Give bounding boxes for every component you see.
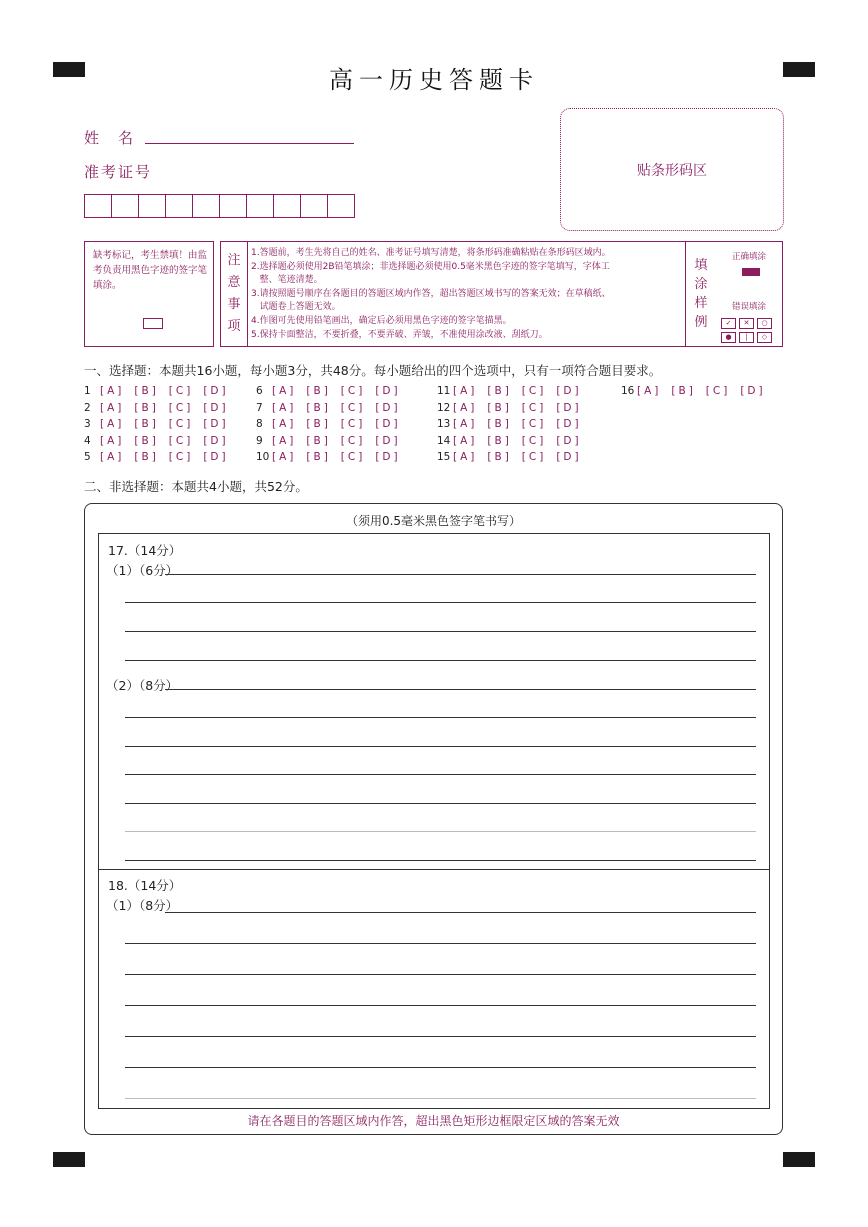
mc-option-bubble[interactable]: [C] [705,385,731,397]
half-mark-icon: ◇ [757,332,772,343]
mc-option-bubble[interactable]: [D] [375,385,401,397]
mc-question-row [437,418,592,430]
notice-heading: 注 意 事 项 [221,242,248,346]
mc-question-row [84,385,239,397]
mc-option-bubble[interactable]: [C] [168,434,194,447]
answer-line[interactable] [125,943,756,944]
mc-option-bubble[interactable]: [A] [100,434,125,447]
alignment-marker-bottom-right [783,1152,815,1167]
mc-option-bubble[interactable]: [C] [340,418,366,430]
mc-question-row [437,385,592,397]
mc-option-bubble[interactable]: [A] [272,434,297,447]
mc-option-bubble[interactable]: [D] [203,385,229,397]
exam-id-digit-box[interactable] [85,195,112,217]
exam-id-digit-box[interactable] [220,195,247,217]
mc-question-row [84,402,239,414]
answer-line[interactable] [165,689,756,690]
mc-question-number: 10 [256,451,270,463]
section1-header: 一、选择题：本题共16小题，每小题3分，共48分。每小题给出的四个选项中，只有一项符合题目要求。 [84,363,662,378]
answer-line[interactable] [125,631,756,632]
mc-option-bubble[interactable]: [A] [637,385,662,397]
mc-question-number: 2 [84,401,91,414]
instruction-row [84,241,782,347]
mc-option-bubble[interactable]: [B] [487,434,512,447]
answer-line[interactable] [125,660,756,661]
mc-option-bubble[interactable]: [D] [556,434,582,447]
mc-option-bubble[interactable]: [B] [487,385,512,397]
mc-question-row [437,451,592,463]
correct-fill-label: 正确填涂 [731,252,766,262]
answer-line[interactable] [125,803,756,804]
mc-question-row [437,402,592,414]
mc-option-bubble[interactable]: [A] [272,385,297,397]
barcode-label: 贴条形码区 [637,162,707,179]
question-divider [99,869,769,870]
q18-part1-label: （1）（8分） [106,898,179,913]
mc-option-bubble[interactable]: [A] [453,451,478,463]
mc-option-bubble[interactable]: [D] [556,451,582,463]
footer-note: 请在各题目的答题区域内作答，超出黑色矩形边框限定区域的答案无效 [247,1114,620,1128]
correct-fill-mark [742,268,760,276]
answer-line[interactable] [125,831,756,832]
exam-id-label: 准考证号 [84,163,153,181]
mc-option-bubble[interactable]: [D] [203,418,229,430]
mc-question-number: 12 [437,401,451,414]
notice-item: 5.保持卡面整洁，不要折叠，不要弄破、弄皱，不准使用涂改液、刮纸刀。 [251,329,548,340]
mc-question-number: 11 [437,385,451,397]
mc-option-bubble[interactable]: [A] [272,451,297,463]
mc-question-number: 8 [256,418,263,430]
notice-item: 试题卷上答题无效。 [251,302,341,313]
mc-option-bubble[interactable]: [C] [340,434,366,447]
answer-frame [84,503,783,1135]
circle-mark-icon: ○ [757,318,772,329]
mc-option-bubble[interactable]: [D] [203,401,229,414]
answer-line[interactable] [125,1036,756,1037]
mc-option-bubble[interactable]: [C] [168,385,194,397]
mc-option-bubble[interactable]: [A] [100,418,125,430]
exam-id-digit-box[interactable] [193,195,220,217]
mc-option-bubble[interactable]: [C] [521,401,547,414]
mc-option-bubble[interactable]: [D] [375,401,401,414]
mc-option-bubble[interactable]: [A] [453,385,478,397]
answer-line[interactable] [125,974,756,975]
mc-question-row [84,451,239,463]
barcode-area [560,108,784,231]
answer-line[interactable] [125,717,756,718]
mc-option-bubble[interactable]: [B] [134,451,159,463]
mc-option-bubble[interactable]: [D] [375,418,401,430]
mc-option-bubble[interactable]: [B] [134,385,159,397]
name-label: 姓 名 [84,129,136,147]
notice-item: 整、笔迹清楚。 [251,275,323,286]
mc-option-bubble[interactable]: [B] [487,401,512,414]
mc-option-bubble[interactable]: [C] [168,418,194,430]
mc-question-number: 16 [621,385,635,397]
mc-question-row [84,435,239,447]
name-input-line[interactable] [145,143,354,144]
fill-example-heading: 填 涂 样 例 [685,242,716,346]
mc-question-number: 5 [84,451,91,463]
mc-option-bubble[interactable]: [A] [272,401,297,414]
mc-option-bubble[interactable]: [B] [306,434,331,447]
mc-option-bubble[interactable]: [C] [521,418,547,430]
page-title: 高一历史答题卡 [329,66,539,94]
answer-line[interactable] [125,1098,756,1099]
exam-id-digit-box[interactable] [139,195,166,217]
answer-line[interactable] [125,860,756,861]
answer-line[interactable] [165,912,756,913]
mc-option-bubble[interactable]: [D] [556,401,582,414]
mc-question-row [256,418,411,430]
section2-header: 二、非选择题：本题共4小题，共52分。 [84,479,308,494]
mc-option-bubble[interactable]: [C] [521,451,547,463]
mc-question-row [256,435,411,447]
mc-question-number: 15 [437,451,451,463]
mc-option-bubble[interactable]: [B] [306,451,331,463]
q17-title: 17.（14分） [108,543,182,558]
mc-option-bubble[interactable]: [A] [100,451,125,463]
mc-question-row [84,418,239,430]
check-mark-icon: ✓ [721,318,736,329]
mc-option-bubble[interactable]: [B] [134,401,159,414]
mc-option-bubble[interactable]: [C] [340,451,366,463]
mc-option-bubble[interactable]: [C] [340,385,366,397]
notice-items [251,247,683,342]
mc-option-bubble[interactable]: [B] [671,385,696,397]
mc-option-bubble[interactable]: [D] [740,385,766,397]
mc-option-bubble[interactable]: [B] [306,401,331,414]
mc-question-row [256,385,411,397]
exam-id-digit-box[interactable] [301,195,328,217]
mc-question-row [437,435,592,447]
exam-id-digit-box[interactable] [166,195,193,217]
mc-option-bubble[interactable]: [B] [134,434,159,447]
mc-option-bubble[interactable]: [D] [203,434,229,447]
q17-part1-label: （1）（6分） [106,563,179,578]
mc-option-bubble[interactable]: [A] [453,418,478,430]
q18-title: 18.（14分） [108,878,182,893]
mc-option-bubble[interactable]: [B] [134,418,159,430]
absent-note: 缺考标记，考生禁填！由监考负责用黑色字迹的签字笔填涂。 [93,250,208,291]
mc-option-bubble[interactable]: [C] [340,401,366,414]
mc-question-row [621,385,776,397]
mc-option-bubble[interactable]: [B] [306,385,331,397]
answer-area [98,533,770,1109]
wrong-fill-examples-row-1 [721,318,772,329]
mc-option-bubble[interactable]: [C] [521,385,547,397]
mc-option-bubble[interactable]: [D] [556,385,582,397]
mc-option-bubble[interactable]: [A] [100,385,125,397]
mc-question-number: 1 [84,385,91,397]
wrong-fill-label: 错误填涂 [731,302,766,312]
dot-mark-icon: ● [721,332,736,343]
bar-mark-icon: | [739,332,754,343]
mc-question-number: 13 [437,418,451,430]
wrong-fill-examples-row-2 [721,332,772,343]
absent-mark-box [84,241,214,347]
mc-option-bubble[interactable]: [C] [168,451,194,463]
exam-id-digit-box[interactable] [328,195,354,217]
notice-box [220,241,783,347]
answer-line[interactable] [125,602,756,603]
mc-question-number: 4 [84,434,91,447]
alignment-marker-bottom-left [53,1152,85,1167]
mc-question-number: 14 [437,434,451,447]
exam-id-boxes[interactable] [84,194,355,218]
mc-option-bubble[interactable]: [A] [453,401,478,414]
mc-question-number: 6 [256,385,263,397]
mc-question-number: 3 [84,418,91,430]
mc-option-bubble[interactable]: [A] [272,418,297,430]
mc-question-row [256,402,411,414]
exam-id-digit-box[interactable] [274,195,301,217]
answer-line[interactable] [165,574,756,575]
mc-option-bubble[interactable]: [A] [100,401,125,414]
cross-mark-icon: ✕ [739,318,754,329]
notice-item: 1.答题前，考生先将自己的姓名、准考证号填写清楚，将条形码准确粘贴在条形码区域内。 [251,248,611,258]
exam-id-digit-box[interactable] [247,195,274,217]
mc-option-bubble[interactable]: [A] [453,434,478,447]
absent-mark-bubble[interactable] [143,318,163,329]
mc-option-bubble[interactable]: [D] [556,418,582,430]
notice-item: 4.作图可先使用铅笔画出，确定后必须用黑色字迹的签字笔描黑。 [251,315,512,326]
answer-line[interactable] [125,1005,756,1006]
mc-question-number: 9 [256,434,263,447]
mc-option-bubble[interactable]: [D] [375,434,401,447]
fill-example [717,242,781,346]
mc-option-bubble[interactable]: [D] [375,451,401,463]
mc-option-bubble[interactable]: [B] [306,418,331,430]
mc-option-bubble[interactable]: [B] [487,451,512,463]
mc-option-bubble[interactable]: [C] [521,434,547,447]
answer-line[interactable] [125,1067,756,1068]
mc-option-bubble[interactable]: [C] [168,401,194,414]
mc-option-bubble[interactable]: [D] [203,451,229,463]
notice-item: 2.选择题必须使用2B铅笔填涂；非选择题必须使用0.5毫米黑色字迹的签字笔填写，字体工 [251,261,610,272]
answer-note: （须用0.5毫米黑色签字笔书写） [345,514,522,528]
mc-option-bubble[interactable]: [B] [487,418,512,430]
notice-item: 3.请按照题号顺序在各题目的答题区域内作答，超出答题区域书写的答案无效；在草稿纸、 [251,288,611,299]
mc-question-row [256,451,411,463]
answer-line[interactable] [125,774,756,775]
mc-question-number: 7 [256,401,263,414]
q17-part2-label: （2）（8分） [106,678,179,693]
exam-id-digit-box[interactable] [112,195,139,217]
answer-line[interactable] [125,746,756,747]
